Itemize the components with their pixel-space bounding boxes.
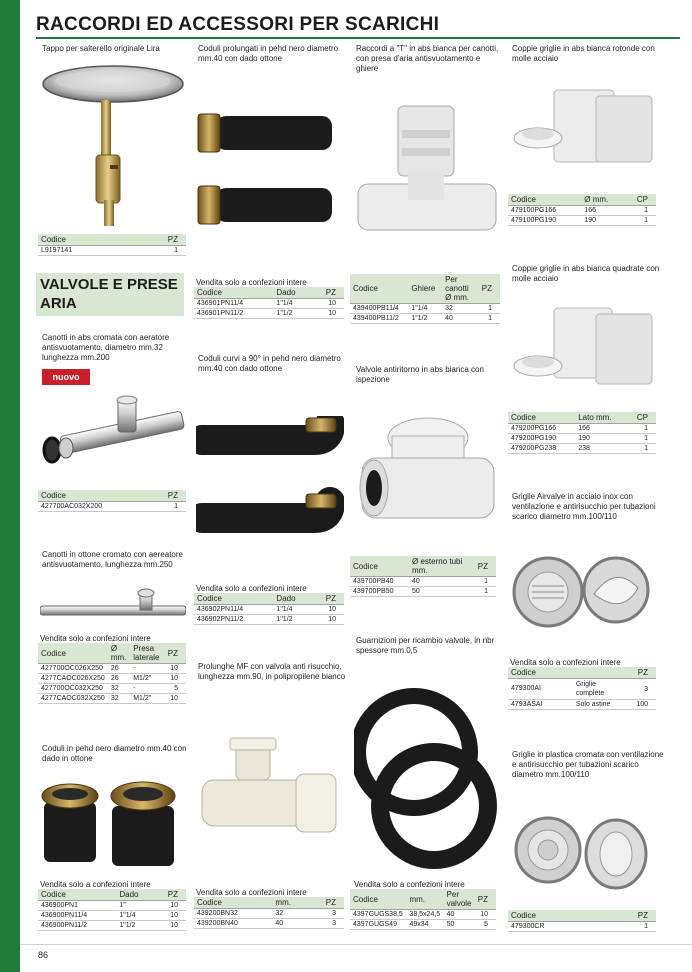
cell-value: Griglie complete xyxy=(573,679,617,700)
sale-note-p7: Vendita solo a confezioni intere xyxy=(196,584,307,593)
cell-value: 1"1/4 xyxy=(408,304,442,314)
table-row xyxy=(38,901,186,911)
cell-pz: 5 xyxy=(165,684,186,694)
col-header: Codice xyxy=(508,910,604,922)
cell-value: 1"1/4 xyxy=(273,299,311,309)
col-header: Presa laterale xyxy=(130,643,165,664)
col-header: Codice xyxy=(38,889,116,901)
cell-pz: 10 xyxy=(154,901,186,911)
cell-pz: 1 xyxy=(476,304,500,314)
cell-value: 40 xyxy=(409,577,469,587)
col-header: Codice xyxy=(38,643,108,664)
table-row xyxy=(508,444,656,454)
product-table-p8 xyxy=(350,556,496,597)
cell-value: 1"1/2 xyxy=(408,314,442,324)
cell-code: 4397GUGS38,5 xyxy=(350,910,406,920)
product-description-p8: Valvole antiritorno in abs bianca con ispezione xyxy=(356,365,484,384)
cell-pz: 10 xyxy=(475,910,497,920)
col-header: PZ xyxy=(165,643,186,664)
table-row xyxy=(508,679,656,700)
cell-pz: 10 xyxy=(154,911,186,921)
straight-couplings-image xyxy=(196,96,344,246)
product-table-p4 xyxy=(508,194,656,226)
cell-pz: 10 xyxy=(154,921,186,931)
product-table-p3 xyxy=(350,274,500,324)
cell-pz: 1 xyxy=(627,434,656,444)
cell-pz: 100 xyxy=(617,700,656,710)
col-header: Codice xyxy=(194,593,273,605)
cell-value: 32 xyxy=(272,909,308,919)
table-row xyxy=(194,615,344,625)
product-description-p10: Canotti in ottone cromato con aereatore antisvuotamento, lunghezza mm.250 xyxy=(42,550,183,569)
cell-pz: 1 xyxy=(624,206,656,216)
cell-value: 40 xyxy=(444,910,475,920)
brass-pipe-image xyxy=(40,588,186,628)
cell-code: 479200PG190 xyxy=(508,434,575,444)
table-row xyxy=(508,206,656,216)
cell-pz: 10 xyxy=(312,299,344,309)
cell-value: M1/2" xyxy=(130,674,165,684)
col-header: Codice xyxy=(350,889,406,910)
col-header: CP xyxy=(624,194,656,206)
table-row xyxy=(350,910,496,920)
cell-code: 439400PB11/4 xyxy=(350,304,408,314)
cell-pz: 10 xyxy=(165,674,186,684)
cell-pz: 1 xyxy=(627,444,656,454)
product-table-p13 xyxy=(38,889,186,931)
round-grilles-image xyxy=(510,86,656,186)
page-title: RACCORDI ED ACCESSORI PER SCARICHI xyxy=(36,14,440,35)
cell-value: 1" xyxy=(116,901,154,911)
table-row xyxy=(38,694,186,704)
col-header: PZ xyxy=(476,274,500,304)
cell-value: 1"1/2 xyxy=(273,309,311,319)
cell-pz: 1 xyxy=(132,246,186,256)
product-description-p4: Coppie griglie in abs bianca rotonde con molle acciaio xyxy=(512,44,655,63)
cell-value: 50 xyxy=(409,587,469,597)
cell-value: M1/2" xyxy=(130,694,165,704)
cell-code: 427700OC032X250 xyxy=(38,684,108,694)
table-row xyxy=(350,577,496,587)
check-valve-image xyxy=(354,412,500,542)
table-row xyxy=(38,911,186,921)
product-description-p1: Tappo per salterello originale Lira xyxy=(42,44,160,53)
table-row xyxy=(350,920,496,930)
col-header: Codice xyxy=(194,287,273,299)
table-row xyxy=(38,664,186,674)
title-underline xyxy=(36,37,680,39)
product-description-p7: Coduli curvi a 90° in pehd nero diametro mm.40 con dado ottone xyxy=(198,354,341,373)
table-row xyxy=(194,605,344,615)
product-table-p1 xyxy=(38,234,186,256)
col-header: Codice xyxy=(508,667,573,679)
col-header: PZ xyxy=(469,556,496,577)
cell-code: 439700PB50 xyxy=(350,587,409,597)
cell-code: 427700AC032X200 xyxy=(38,502,150,512)
cell-pz: 1 xyxy=(627,424,656,434)
cell-value: 32 xyxy=(442,304,476,314)
chrome-pipe-image xyxy=(40,392,186,478)
col-header: Codice xyxy=(38,234,132,246)
col-header: PZ xyxy=(150,490,186,502)
cell-value: Solo astine xyxy=(573,700,617,710)
chrome-grilles-image xyxy=(510,800,656,900)
product-description-p6: Canotti in abs cromata con aeratore antisvuotamento, diametro mm.32 lunghezza mm.200 xyxy=(42,333,170,362)
sale-note-p11: Vendita solo a confezioni intere xyxy=(196,888,307,897)
cell-code: 427700OC026X250 xyxy=(38,664,108,674)
table-row xyxy=(194,919,344,929)
cell-value: 40 xyxy=(442,314,476,324)
cell-pz: 5 xyxy=(475,920,497,930)
col-header: Ghiere xyxy=(408,274,442,304)
cell-pz: 10 xyxy=(312,605,344,615)
table-row xyxy=(38,684,186,694)
cell-pz: 10 xyxy=(165,664,186,674)
table-row xyxy=(508,216,656,226)
col-header: Per canotti Ø mm. xyxy=(442,274,476,304)
left-accent-bar xyxy=(0,0,20,972)
cell-code: 436902PN11/4 xyxy=(194,605,273,615)
cell-pz: 1 xyxy=(150,502,186,512)
airvalve-grilles-image xyxy=(510,544,656,644)
footer-divider xyxy=(20,944,692,945)
product-description-p11: Prolunghe MF con valvola anti risucchio, lunghezza mm.90, in polipropilene bianco xyxy=(198,662,346,681)
product-description-p9: Griglie Airvalve in acciaio inox con ventilazione e antirisucchio per tubazioni scarico diametro mm.100/110 xyxy=(512,492,656,521)
page-number: 86 xyxy=(38,950,49,960)
sale-note-p13: Vendita solo a confezioni intere xyxy=(40,880,151,889)
cell-value: 49x34 xyxy=(406,920,443,930)
cell-value: 1"1/4 xyxy=(273,605,311,615)
col-header: Codice xyxy=(38,490,150,502)
col-header: Codice xyxy=(508,412,575,424)
product-description-p13: Coduli in pehd nero diametro mm.40 con dado in ottone xyxy=(42,744,187,763)
col-header: Codice xyxy=(194,897,272,909)
product-table-p9 xyxy=(508,667,656,710)
cell-pz: 1 xyxy=(469,577,496,587)
table-row xyxy=(350,304,500,314)
col-header xyxy=(573,667,617,679)
product-table-p12 xyxy=(350,889,496,930)
cell-pz: 3 xyxy=(308,919,344,929)
cell-pz: 3 xyxy=(308,909,344,919)
product-description-p2: Coduli prolungati in pehd nero diametro mm.40 con dado ottone xyxy=(198,44,339,63)
col-header: Ø mm. xyxy=(581,194,624,206)
col-header: PZ xyxy=(312,593,344,605)
table-row xyxy=(38,502,186,512)
cell-value: 26 xyxy=(108,674,130,684)
table-row xyxy=(508,434,656,444)
col-header: PZ xyxy=(132,234,186,246)
cell-code: 439400PB11/2 xyxy=(350,314,408,324)
cell-code: 4793ASAI xyxy=(508,700,573,710)
product-description-p12: Guarnizioni per ricambio valvole, in nbr spessore mm.0,5 xyxy=(356,636,495,655)
cell-value: 32 xyxy=(108,694,130,704)
cell-pz: 10 xyxy=(165,694,186,704)
cell-pz: 1 xyxy=(469,587,496,597)
table-row xyxy=(38,674,186,684)
product-table-p2 xyxy=(194,287,344,319)
product-description-p3: Raccordi a "T" in abs bianca per canotti, con presa d'aria antisvuotamento e ghiere xyxy=(356,44,499,73)
table-row xyxy=(508,922,656,932)
col-header: Codice xyxy=(350,274,408,304)
col-header: CP xyxy=(627,412,656,424)
cell-value: 190 xyxy=(575,434,627,444)
col-header: mm. xyxy=(272,897,308,909)
table-row xyxy=(350,587,496,597)
col-header: PZ xyxy=(154,889,186,901)
cell-code: 436900PN1 xyxy=(38,901,116,911)
product-table-p11 xyxy=(194,897,344,929)
table-row xyxy=(350,314,500,324)
pehd-couplings-image xyxy=(40,772,186,872)
cell-value: 190 xyxy=(581,216,624,226)
sale-note-p2: Vendita solo a confezioni intere xyxy=(196,278,307,287)
col-header: Codice xyxy=(350,556,409,577)
cell-code: L9197141 xyxy=(38,246,132,256)
sale-note-p12: Vendita solo a confezioni intere xyxy=(354,880,465,889)
cell-code: 439200BN32 xyxy=(194,909,272,919)
table-row xyxy=(38,246,186,256)
cell-value: 166 xyxy=(575,424,627,434)
product-table-p7 xyxy=(194,593,344,625)
cell-code: 439700PB40 xyxy=(350,577,409,587)
cell-pz: 10 xyxy=(312,309,344,319)
product-table-p10 xyxy=(38,643,186,704)
cell-code: 439200BN40 xyxy=(194,919,272,929)
cell-pz: 3 xyxy=(617,679,656,700)
cell-value: 166 xyxy=(581,206,624,216)
square-grilles-image xyxy=(510,306,656,396)
new-badge: nuovo xyxy=(42,369,90,385)
cell-value: 50 xyxy=(444,920,475,930)
cell-value: 32 xyxy=(108,684,130,694)
cell-code: 436901PN11/2 xyxy=(194,309,273,319)
extension-valve-image xyxy=(196,730,344,850)
product-table-p5 xyxy=(508,412,656,454)
cell-value: 26 xyxy=(108,664,130,674)
cell-code: 479100PG190 xyxy=(508,216,581,226)
table-row xyxy=(194,309,344,319)
cell-code: 436902PN11/2 xyxy=(194,615,273,625)
cell-value: - xyxy=(130,664,165,674)
cell-value: 1"1/4 xyxy=(116,911,154,921)
tee-fitting-image xyxy=(354,100,500,250)
cell-code: 479300AI xyxy=(508,679,573,700)
product-table-p14 xyxy=(508,910,656,932)
col-header: Dado xyxy=(116,889,154,901)
cell-code: 479200PG238 xyxy=(508,444,575,454)
cell-value: 40 xyxy=(272,919,308,929)
col-header: PZ xyxy=(308,897,344,909)
cell-code: 436901PN11/4 xyxy=(194,299,273,309)
cell-pz: 1 xyxy=(476,314,500,324)
table-row xyxy=(38,921,186,931)
section-heading: VALVOLE E PRESE ARIA xyxy=(36,273,184,316)
cell-code: 4397GUGS49 xyxy=(350,920,406,930)
cell-value: 238 xyxy=(575,444,627,454)
sale-note-p10: Vendita solo a confezioni intere xyxy=(40,634,151,643)
gaskets-image xyxy=(354,682,500,872)
product-table-p6 xyxy=(38,490,186,512)
cell-value: - xyxy=(130,684,165,694)
cell-pz: 1 xyxy=(604,922,656,932)
product-description-p5: Coppie griglie in abs bianca quadrate con molle acciaio xyxy=(512,264,660,283)
table-row xyxy=(194,909,344,919)
sale-note-p9: Vendita solo a confezioni intere xyxy=(510,658,621,667)
cell-code: 436900PN11/2 xyxy=(38,921,116,931)
table-row xyxy=(194,299,344,309)
cell-value: 38,5x24,5 xyxy=(406,910,443,920)
col-header: Per valvole xyxy=(444,889,475,910)
cell-code: 479200PG166 xyxy=(508,424,575,434)
col-header: PZ xyxy=(475,889,497,910)
cell-value: 1"1/2 xyxy=(116,921,154,931)
col-header: Dado xyxy=(273,287,311,299)
col-header: PZ xyxy=(617,667,656,679)
cell-pz: 10 xyxy=(312,615,344,625)
col-header: Codice xyxy=(508,194,581,206)
cell-code: 479300CR xyxy=(508,922,604,932)
cell-code: 4277CAOC026X250 xyxy=(38,674,108,684)
col-header: PZ xyxy=(312,287,344,299)
cell-code: 4277CAOC032X250 xyxy=(38,694,108,704)
table-row xyxy=(508,424,656,434)
col-header: Lato mm. xyxy=(575,412,627,424)
cell-code: 479100PG166 xyxy=(508,206,581,216)
col-header: PZ xyxy=(604,910,656,922)
sink-plug-image xyxy=(40,60,186,230)
col-header: Ø mm. xyxy=(108,643,130,664)
cell-code: 436900PN11/4 xyxy=(38,911,116,921)
col-header: mm. xyxy=(406,889,443,910)
col-header: Dado xyxy=(273,593,311,605)
col-header: Ø esterno tubi mm. xyxy=(409,556,469,577)
product-description-p14: Griglie in plastica cromata con ventilazione e antirisucchio per tubazioni scarico diametro mm.100/110 xyxy=(512,750,664,779)
table-row xyxy=(508,700,656,710)
cell-value: 1"1/2 xyxy=(273,615,311,625)
cell-pz: 1 xyxy=(624,216,656,226)
curved-couplings-image xyxy=(196,416,344,546)
